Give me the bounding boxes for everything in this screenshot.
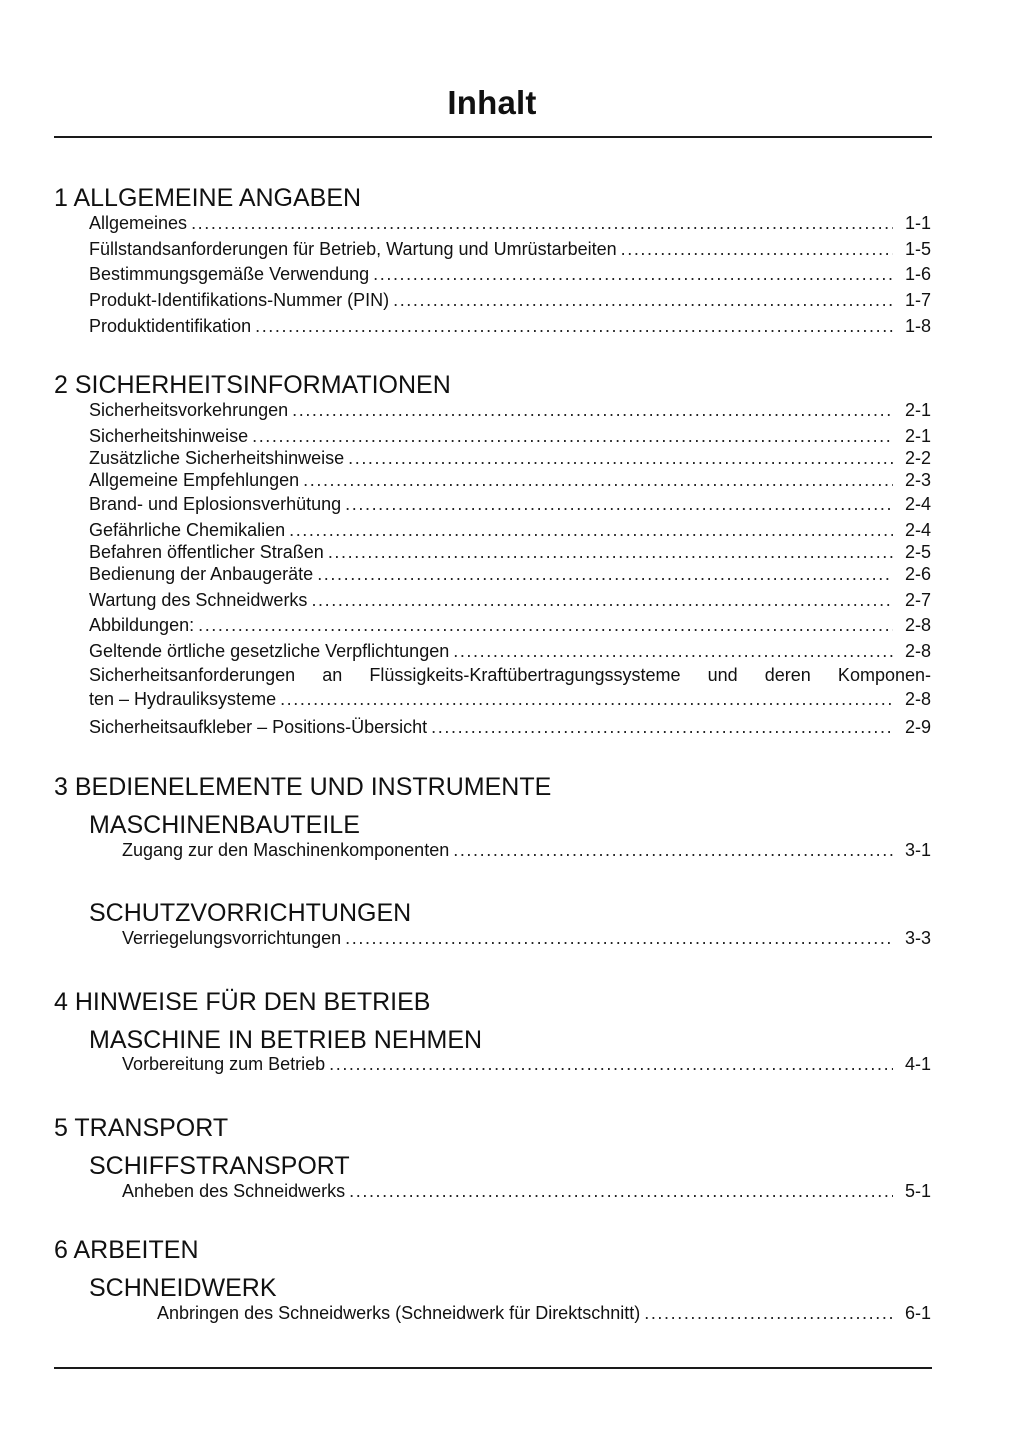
toc-entry[interactable] xyxy=(89,563,931,585)
entry-page: 2-2 xyxy=(904,448,931,468)
dot-leader xyxy=(289,519,893,541)
entry-page: 1-8 xyxy=(904,316,931,336)
entry-label: Füllstandsanforderungen für Betrieb, Wartung und Umrüstarbeiten xyxy=(89,239,617,259)
toc-entry[interactable] xyxy=(89,238,931,260)
toc-entry[interactable] xyxy=(89,614,931,636)
entry-label: Zusätzliche Sicherheitshinweise xyxy=(89,448,345,468)
section-heading[interactable]: MASCHINE IN BETRIEB NEHMEN xyxy=(89,1026,483,1054)
entry-page: 3-1 xyxy=(904,840,931,860)
dot-leader xyxy=(311,589,893,611)
entry-label: Zugang zur den Maschinenkomponenten xyxy=(122,840,450,860)
entry-label: Geltende örtliche gesetzliche Verpflichtungen xyxy=(89,641,450,661)
toc-entry[interactable] xyxy=(122,1180,931,1202)
entry-page: 2-7 xyxy=(904,590,931,610)
entry-page: 2-4 xyxy=(904,520,931,540)
entry-label: Sicherheitsaufkleber – Positions-Übersicht xyxy=(89,717,428,737)
entry-label: Allgemeines xyxy=(89,213,188,233)
entry-page: 1-7 xyxy=(904,290,931,310)
entry-label: Brand- und Eplosionsverhütung xyxy=(89,494,342,514)
entry-label: Wartung des Schneidwerks xyxy=(89,590,308,610)
entry-page: 2-6 xyxy=(904,564,931,584)
entry-label: Abbildungen: xyxy=(89,615,195,635)
dot-leader xyxy=(303,469,893,491)
toc-entry[interactable] xyxy=(122,927,931,949)
entry-page: 2-4 xyxy=(904,494,931,514)
entry-page: 2-9 xyxy=(904,717,931,737)
entry-page: 1-6 xyxy=(904,264,931,284)
entry-label: Gefährliche Chemikalien xyxy=(89,520,286,540)
toc-entry[interactable] xyxy=(89,399,931,421)
entry-label: Sicherheitshinweise xyxy=(89,426,249,446)
dot-leader xyxy=(328,541,893,563)
toc-entry[interactable] xyxy=(89,315,931,337)
toc-entry[interactable] xyxy=(89,688,931,710)
dot-leader xyxy=(292,399,893,421)
dot-leader xyxy=(393,289,893,311)
chapter-4-heading[interactable]: 4 HINWEISE FÜR DEN BETRIEB xyxy=(54,988,431,1016)
top-divider xyxy=(54,136,932,138)
dot-leader xyxy=(345,927,893,949)
page-title: Inhalt xyxy=(447,84,537,121)
entry-page: 2-8 xyxy=(904,641,931,661)
bottom-divider xyxy=(54,1367,932,1369)
dot-leader xyxy=(349,1180,893,1202)
dot-leader xyxy=(280,688,893,710)
entry-page: 6-1 xyxy=(904,1303,931,1323)
toc-entry[interactable] xyxy=(89,469,931,491)
dot-leader xyxy=(373,263,893,285)
toc-entry[interactable] xyxy=(89,716,931,738)
toc-entry[interactable] xyxy=(89,212,931,234)
chapter-2-heading[interactable]: 2 SICHERHEITSINFORMATIONEN xyxy=(54,371,451,399)
entry-label: Allgemeine Empfehlungen xyxy=(89,470,300,490)
section-heading[interactable]: SCHNEIDWERK xyxy=(89,1274,277,1302)
dot-leader xyxy=(453,839,893,861)
entry-page: 2-3 xyxy=(904,470,931,490)
toc-entry[interactable] xyxy=(89,263,931,285)
entry-label: Befahren öffentlicher Straßen xyxy=(89,542,324,562)
entry-label: Sicherheitsvorkehrungen xyxy=(89,400,289,420)
chapter-6-heading[interactable]: 6 ARBEITEN xyxy=(54,1236,199,1264)
entry-page: 4-1 xyxy=(904,1054,931,1074)
toc-entry[interactable] xyxy=(89,640,931,662)
entry-label: Bestimmungsgemäße Verwendung xyxy=(89,264,370,284)
entry-page: 2-5 xyxy=(904,542,931,562)
dot-leader xyxy=(255,315,893,337)
chapter-3-heading[interactable]: 3 BEDIENELEMENTE UND INSTRUMENTE xyxy=(54,773,552,801)
entry-page: 2-1 xyxy=(904,400,931,420)
dot-leader xyxy=(191,212,893,234)
section-heading[interactable]: SCHIFFSTRANSPORT xyxy=(89,1152,350,1180)
toc-entry[interactable] xyxy=(89,493,931,515)
entry-label: Vorbereitung zum Betrieb xyxy=(122,1054,326,1074)
entry-label: Produkt-Identifikations-Nummer (PIN) xyxy=(89,290,390,310)
section-heading[interactable]: SCHUTZVORRICHTUNGEN xyxy=(89,899,412,927)
entry-label: Produktidentifikation xyxy=(89,316,252,336)
dot-leader xyxy=(345,493,893,515)
dot-leader xyxy=(252,425,893,447)
section-heading[interactable]: MASCHINENBAUTEILE xyxy=(89,811,360,839)
dot-leader xyxy=(348,447,893,469)
entry-page: 1-5 xyxy=(904,239,931,259)
entry-page: 3-3 xyxy=(904,928,931,948)
entry-page: 5-1 xyxy=(904,1181,931,1201)
entry-label: Bedienung der Anbaugeräte xyxy=(89,564,314,584)
toc-entry[interactable] xyxy=(122,839,931,861)
toc-entry-line1[interactable]: Sicherheitsanforderungen an Flüssigkeits-Kraftübertragungssysteme und deren Komponen- xyxy=(89,665,931,685)
entry-page: 1-1 xyxy=(904,213,931,233)
entry-page: 2-1 xyxy=(904,426,931,446)
dot-leader xyxy=(621,238,893,260)
entry-page: 2-8 xyxy=(904,615,931,635)
entry-label: Verriegelungsvorrichtungen xyxy=(122,928,342,948)
toc-entry[interactable] xyxy=(89,589,931,611)
toc-entry[interactable] xyxy=(89,425,931,447)
toc-entry[interactable] xyxy=(89,289,931,311)
entry-label: Anbringen des Schneidwerks (Schneidwerk für Direktschnitt) xyxy=(157,1303,641,1323)
chapter-1-heading[interactable]: 1 ALLGEMEINE ANGABEN xyxy=(54,184,362,212)
toc-entry[interactable] xyxy=(157,1302,931,1324)
toc-entry[interactable] xyxy=(89,541,931,563)
dot-leader xyxy=(431,716,893,738)
chapter-5-heading[interactable]: 5 TRANSPORT xyxy=(54,1114,229,1142)
dot-leader xyxy=(198,614,893,636)
dot-leader xyxy=(329,1053,893,1075)
entry-label: ten – Hydrauliksysteme xyxy=(89,689,277,709)
toc-entry[interactable] xyxy=(122,1053,931,1075)
entry-page: 2-8 xyxy=(904,689,931,709)
dot-leader xyxy=(317,563,893,585)
dot-leader xyxy=(644,1302,893,1324)
dot-leader xyxy=(453,640,893,662)
toc-entry[interactable] xyxy=(89,447,931,469)
entry-label: Anheben des Schneidwerks xyxy=(122,1181,346,1201)
toc-entry[interactable] xyxy=(89,519,931,541)
